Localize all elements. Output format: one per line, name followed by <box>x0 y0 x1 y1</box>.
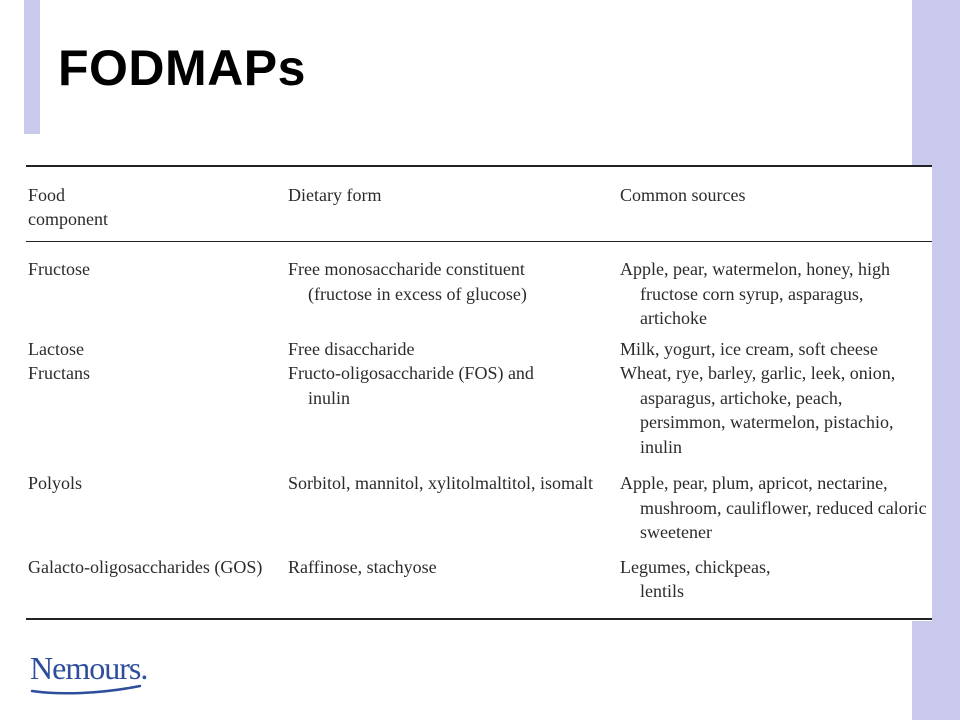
header-common-sources: Common sources <box>620 185 746 205</box>
cell-component <box>26 551 288 619</box>
cell-sources-text: Apple, pear, watermelon, honey, high fructose corn syrup, asparagus, artichoke <box>620 259 891 328</box>
logo-text: Nemours. <box>30 650 148 686</box>
cell-sources <box>620 335 932 362</box>
cell-form-text: Fructo-oligosaccharide (FOS) and inulin <box>288 363 534 408</box>
cell-form <box>288 361 620 467</box>
cell-sources <box>620 467 932 551</box>
cell-form-text: Free disaccharide <box>288 338 415 359</box>
table-header-row <box>26 166 932 242</box>
table-row <box>26 361 932 467</box>
cell-form-text: Free monosaccharide constituent (fructose in excess of glucose) <box>288 259 527 304</box>
header-food-component: Food component <box>28 185 108 229</box>
cell-sources <box>620 361 932 467</box>
fodmap-table <box>26 165 932 620</box>
cell-component: Polyols <box>28 473 83 493</box>
cell-sources <box>620 242 932 335</box>
cell-form-text: Raffinose, stachyose <box>288 556 437 577</box>
cell-component: Fructose <box>28 259 90 279</box>
cell-form <box>288 467 620 551</box>
cell-form <box>288 551 620 619</box>
cell-sources-text: Wheat, rye, barley, garlic, leek, onion, asparagus, artichoke, peach, persimmon, watermelon, pistachio, inulin <box>620 363 896 457</box>
cell-component: Fructans <box>28 363 90 383</box>
cell-form <box>288 335 620 362</box>
slide-title: FODMAPs <box>58 40 306 96</box>
table-row <box>26 467 932 551</box>
cell-form <box>288 242 620 335</box>
table-row <box>26 242 932 335</box>
cell-component: Lactose <box>28 338 84 359</box>
cell-sources-text: Milk, yogurt, ice cream, soft cheese <box>620 338 878 359</box>
logo-swoosh-icon <box>30 682 142 696</box>
header-dietary-form: Dietary form <box>288 185 382 205</box>
table-row <box>26 335 932 362</box>
cell-sources-text: Legumes, chickpeas, lentils <box>620 556 771 601</box>
fodmap-table-container <box>26 165 932 621</box>
table-row <box>26 551 932 619</box>
nemours-logo <box>30 650 150 698</box>
cell-component-text: Galacto-oligosaccharides (GOS) <box>28 556 263 577</box>
cell-sources <box>620 551 932 619</box>
cell-sources-text: Apple, pear, plum, apricot, nectarine, mushroom, cauliflower, reduced caloric sweetener <box>620 473 927 542</box>
left-accent-bar <box>24 0 40 134</box>
cell-form-text: Sorbitol, mannitol, xylitolmaltitol, isomalt <box>288 473 593 493</box>
